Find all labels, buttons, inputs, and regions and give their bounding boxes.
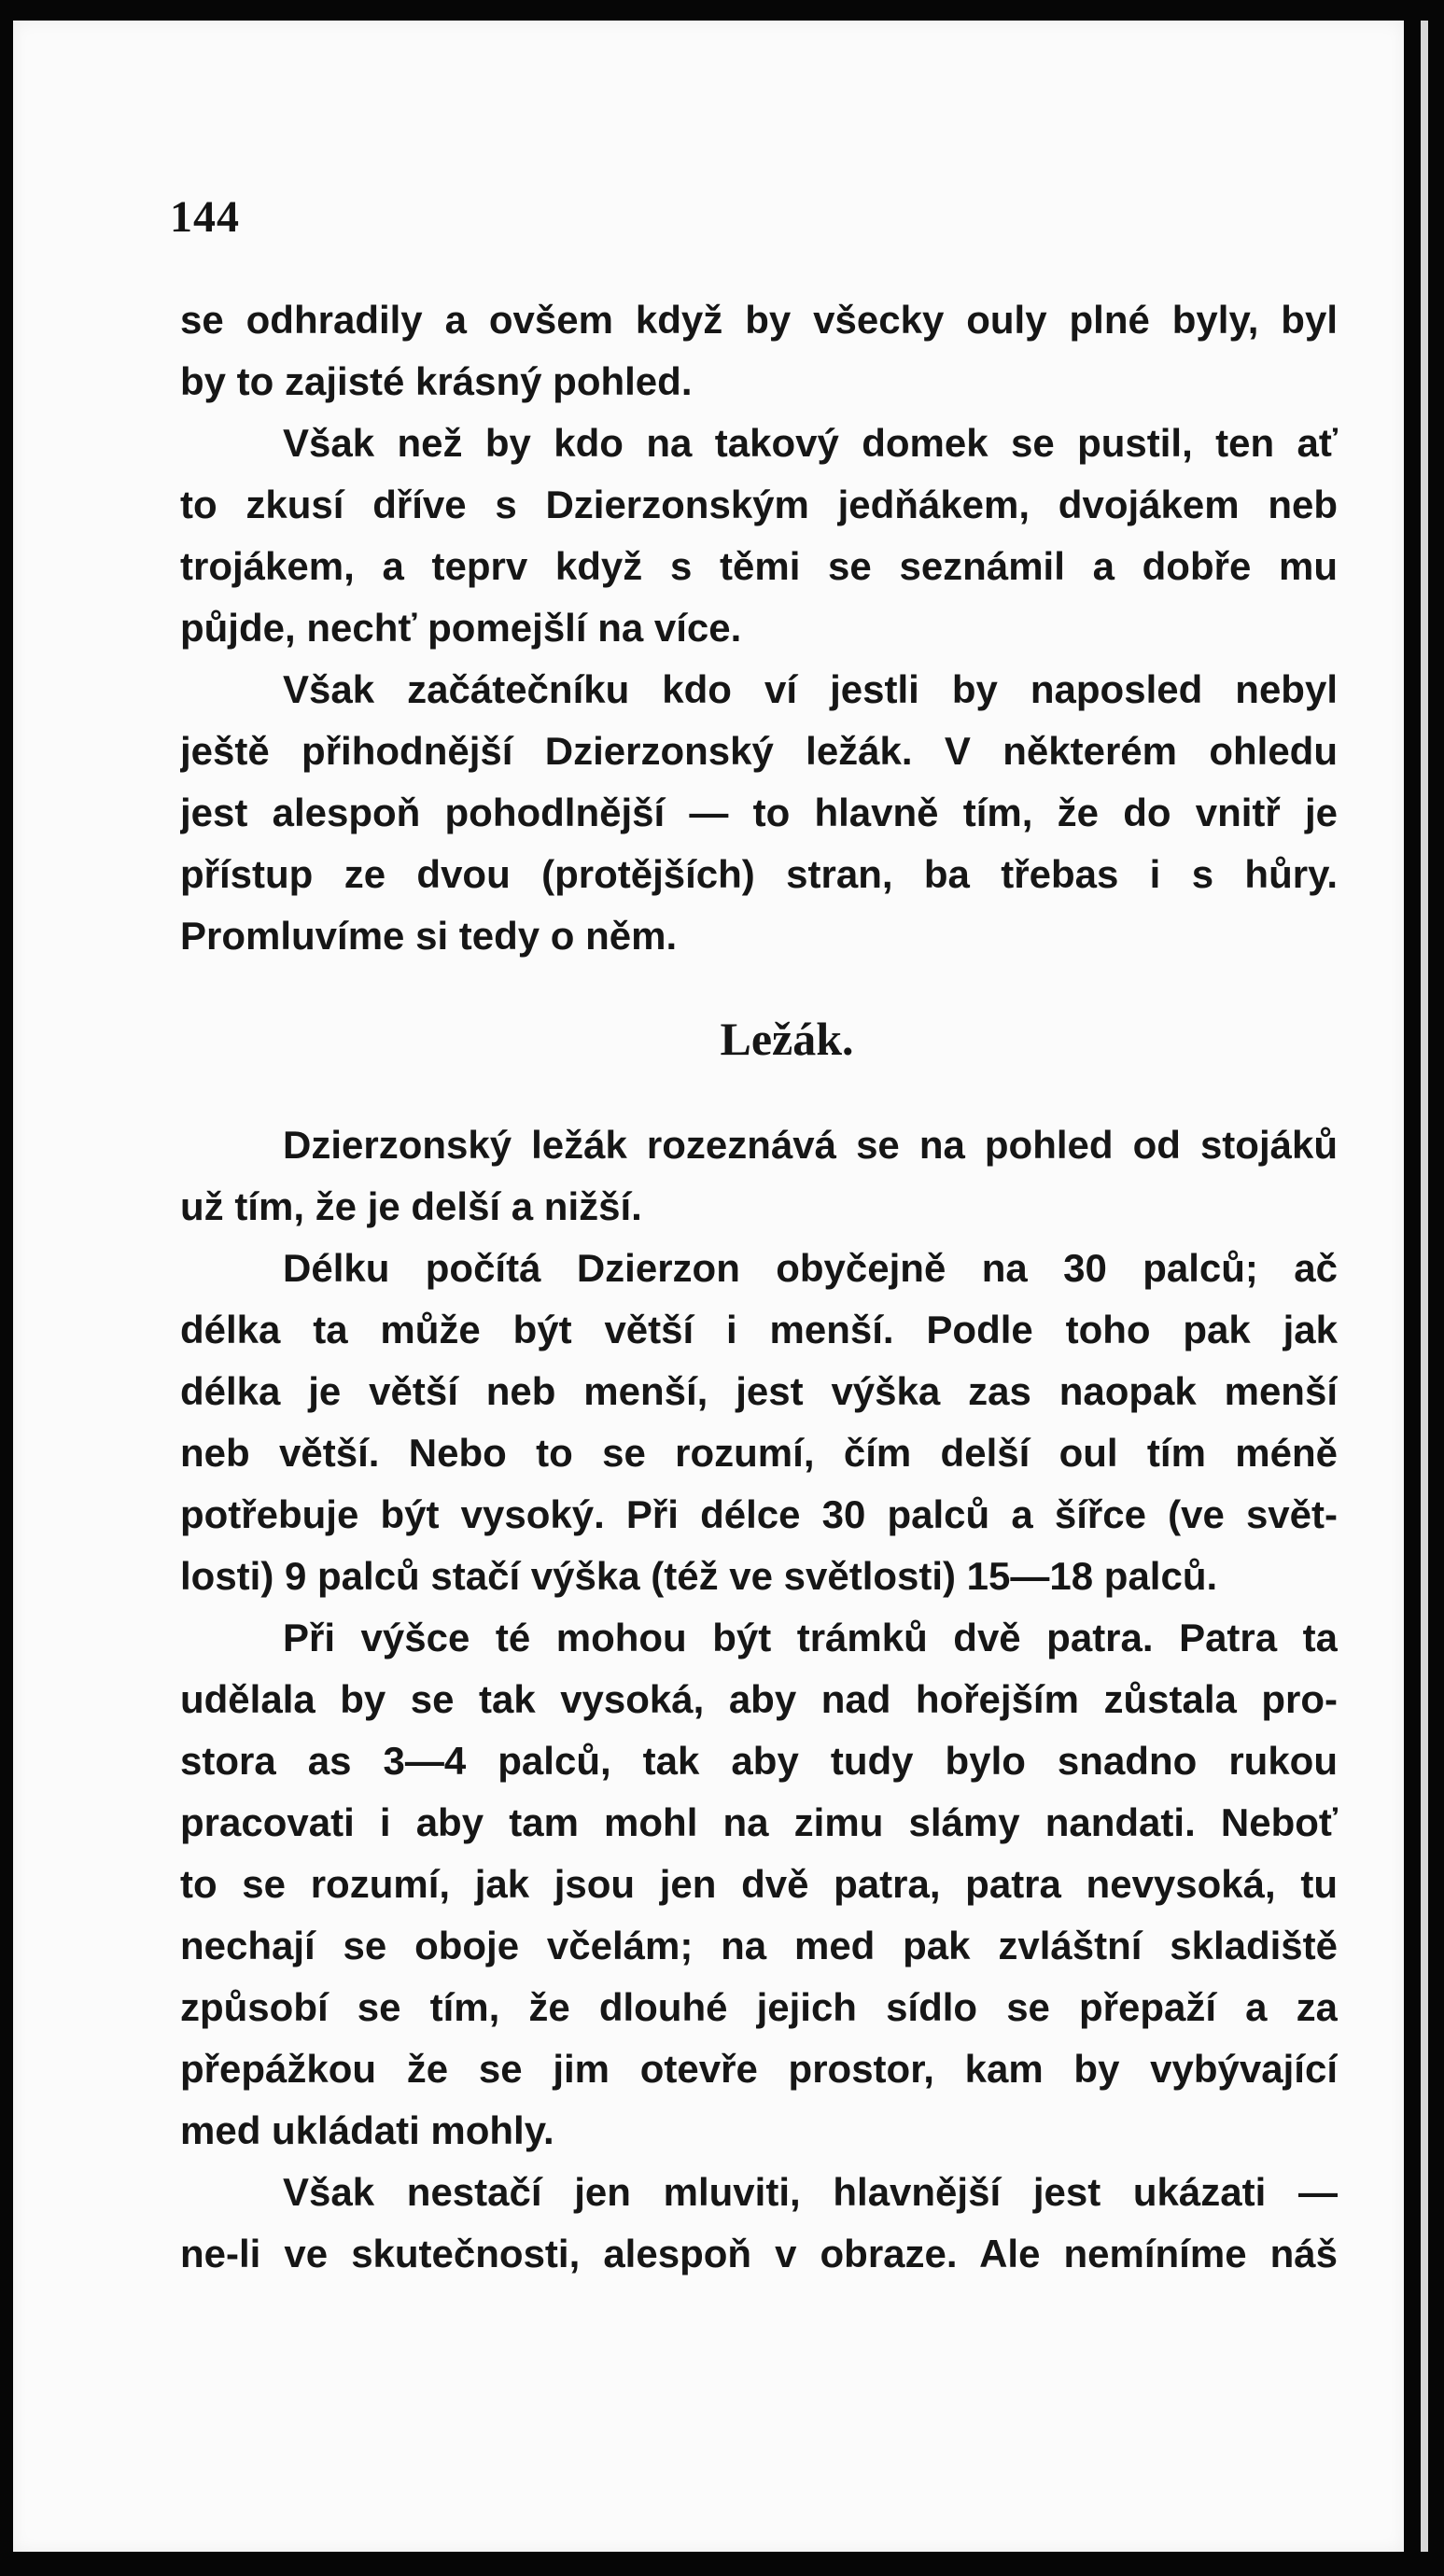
body-text: [180, 289, 1338, 2285]
text-line: losti) 9 palců stačí výška (též ve světlosti) 15—18 palců.: [180, 1554, 1218, 1598]
text-line: Při výšce té mohou být trámků dvě patra. Patra ta: [283, 1616, 1338, 1659]
section-heading: Ležák.: [720, 1013, 854, 1065]
section-before-heading: [180, 289, 1338, 967]
text-line: Délku počítá Dzierzon obyčejně na 30 palců; ač: [283, 1246, 1338, 1290]
text-line: délka je větší neb menší, jest výška zas naopak menší: [180, 1369, 1338, 1413]
text-line: délka ta může být větší i menší. Podle toho pak jak: [180, 1308, 1338, 1351]
text-line: jest alespoň pohodlnější — to hlavně tím, že do vnitř je: [180, 791, 1338, 834]
text-line: udělala by se tak vysoká, aby nad hořejším zůstala pro-: [180, 1677, 1338, 1721]
text-line: Promluvíme si tedy o něm.: [180, 914, 678, 958]
text-line: neb větší. Nebo to se rozumí, čím delší oul tím méně: [180, 1431, 1338, 1475]
text-line: půjde, nechť pomejšlí na více.: [180, 606, 742, 650]
text-line: Dzierzonský ležák rozeznává se na pohled od stojáků: [283, 1123, 1338, 1167]
text-line: přepážkou že se jim otevře prostor, kam by vybývající: [180, 2047, 1338, 2091]
text-line: by to zajisté krásný pohled.: [180, 359, 693, 403]
page-edge: [1421, 21, 1428, 2552]
section-after-heading: [180, 1114, 1338, 2285]
text-line: způsobí se tím, že dlouhé jejich sídlo se přepaží a za: [180, 1985, 1338, 2029]
text-line: už tím, že je delší a nižší.: [180, 1184, 642, 1228]
page-number: 144: [170, 192, 240, 242]
text-line: přístup ze dvou (protějších) stran, ba třebas i s hůry.: [180, 852, 1338, 896]
text-line: to se rozumí, jak jsou jen dvě patra, patra nevysoká, tu: [180, 1862, 1338, 1906]
text-line: potřebuje být vysoký. Při délce 30 palců a šířce (ve svět-: [180, 1492, 1338, 1536]
text-line: Však než by kdo na takový domek se pustil, ten ať: [283, 421, 1338, 465]
text-line: trojákem, a teprv když s těmi se seznámil a dobře mu: [180, 544, 1338, 588]
text-line: med ukládati mohly.: [180, 2108, 554, 2152]
text-line: Však nestačí jen mluviti, hlavnější jest ukázati —: [283, 2170, 1338, 2214]
text-line: nechají se oboje včelám; na med pak zvláštní skladiště: [180, 1924, 1338, 1967]
text-line: ještě přihodnější Dzierzonský ležák. V některém ohledu: [180, 729, 1338, 773]
text-line: ne-li ve skutečnosti, alespoň v obraze. Ale nemíníme náš: [180, 2232, 1338, 2275]
text-line: stora as 3—4 palců, tak aby tudy bylo snadno rukou: [180, 1739, 1338, 1783]
text-line: to zkusí dříve s Dzierzonským jedňákem, dvojákem neb: [180, 483, 1338, 526]
text-line: se odhradily a ovšem když by všecky ouly plné byly, byl: [180, 298, 1338, 342]
text-line: Však začátečníku kdo ví jestli by naposled nebyl: [283, 667, 1338, 711]
text-line: pracovati i aby tam mohl na zimu slámy nandati. Neboť: [180, 1800, 1338, 1844]
